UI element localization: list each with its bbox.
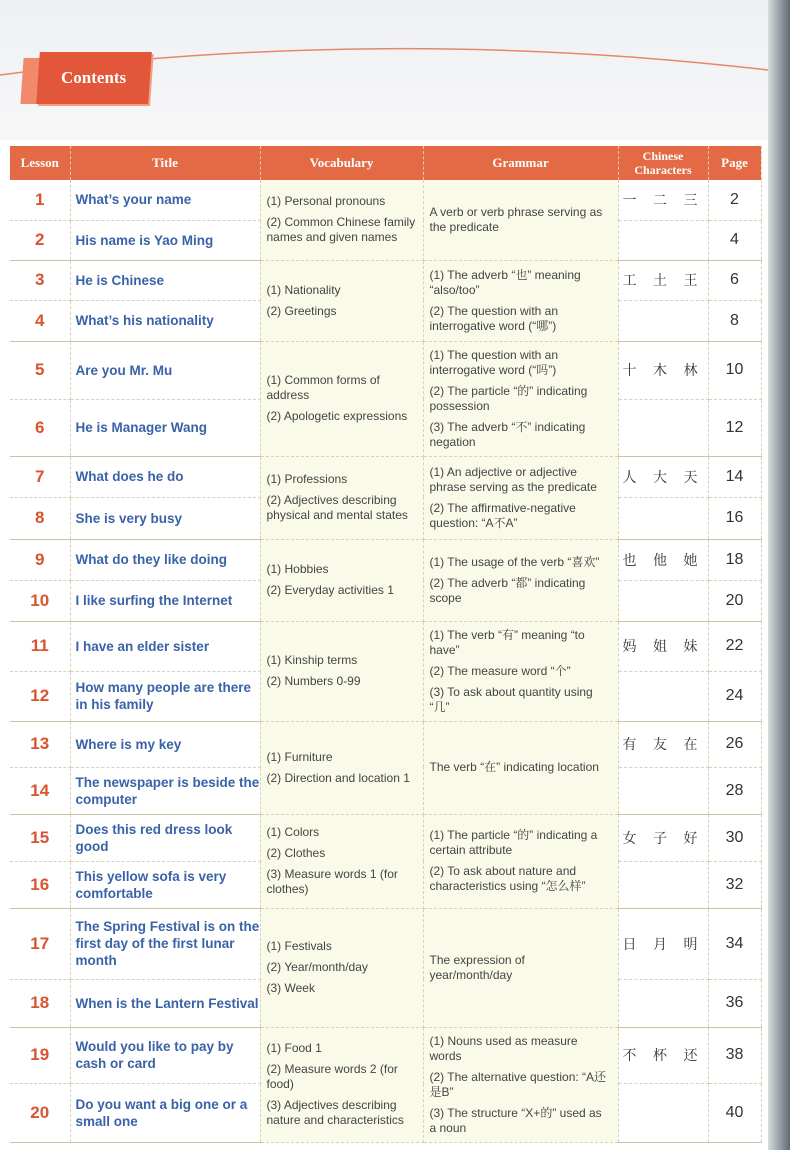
page-number: 28 <box>708 767 761 814</box>
chinese-characters <box>618 497 708 539</box>
grammar-cell <box>423 908 618 1027</box>
grammar-item: (1) The particle “的” indicating a certain attribute <box>429 828 598 857</box>
table-row <box>10 456 761 497</box>
chinese-characters <box>618 1084 708 1142</box>
vocabulary-item: (2) Year/month/day <box>266 960 368 974</box>
lesson-number: 8 <box>10 497 70 539</box>
table-row <box>10 908 761 979</box>
chinese-characters: 人 大 天 <box>618 456 708 497</box>
chinese-characters: 一 二 三 <box>618 180 708 220</box>
lesson-number: 18 <box>10 979 70 1027</box>
lesson-title: Would you like to pay by cash or card <box>70 1027 260 1084</box>
grammar-item: (3) The structure “X+的” used as a noun <box>429 1105 602 1135</box>
grammar-item: (1) The adverb “也” meaning “also/too” <box>429 267 581 297</box>
chinese-characters <box>618 580 708 621</box>
grammar-item: (2) The question with an interrogative word (“哪”) <box>429 303 559 333</box>
page-number: 38 <box>708 1027 761 1084</box>
page-number: 6 <box>708 260 761 300</box>
grammar-item: The verb “在” indicating location <box>429 760 599 774</box>
grammar-item: (2) The particle “的” indicating possession <box>429 383 588 413</box>
chinese-characters: 日 月 明 <box>618 908 708 979</box>
chinese-characters: 不 杯 还 <box>618 1027 708 1084</box>
page-number: 10 <box>708 341 761 399</box>
table-row <box>10 260 761 300</box>
lesson-title: This yellow sofa is very comfortable <box>70 861 260 908</box>
vocabulary-item: (3) Measure words 1 (for clothes) <box>266 867 398 896</box>
lesson-number: 19 <box>10 1027 70 1084</box>
col-lesson: Lesson <box>10 146 70 180</box>
lesson-number: 4 <box>10 300 70 341</box>
grammar-item: (1) Nouns used as measure words <box>429 1033 578 1063</box>
page-number: 22 <box>708 621 761 672</box>
page-number: 40 <box>708 1084 761 1142</box>
vocabulary-item: (2) Adjectives describing physical and mental states <box>266 493 408 522</box>
lesson-title: He is Manager Wang <box>70 399 260 456</box>
chinese-characters <box>618 399 708 456</box>
vocabulary-cell <box>260 908 423 1027</box>
chinese-characters: 女 子 好 <box>618 814 708 861</box>
lesson-number: 16 <box>10 861 70 908</box>
chinese-characters <box>618 672 708 721</box>
lesson-title: The newspaper is beside the computer <box>70 767 260 814</box>
lesson-title: I have an elder sister <box>70 621 260 672</box>
page-number: 24 <box>708 672 761 721</box>
lesson-number: 11 <box>10 621 70 672</box>
grammar-item: (1) The question with an interrogative word (“吗”) <box>429 347 559 377</box>
lesson-title: Do you want a big one or a small one <box>70 1084 260 1142</box>
lesson-title: What’s your name <box>70 180 260 220</box>
lesson-title: When is the Lantern Festival <box>70 979 260 1027</box>
table-row <box>10 721 761 767</box>
vocabulary-item: (1) Personal pronouns <box>266 194 386 209</box>
chinese-characters <box>618 300 708 341</box>
vocabulary-item: (2) Numbers 0-99 <box>266 674 361 688</box>
lesson-number: 12 <box>10 672 70 721</box>
grammar-item: (3) To ask about quantity using “几” <box>429 684 593 714</box>
grammar-item: (1) The usage of the verb “喜欢” <box>429 554 600 569</box>
grammar-cell <box>423 341 618 456</box>
contents-tag <box>36 52 152 104</box>
lesson-title: How many people are there in his family <box>70 672 260 721</box>
lesson-title: I like surfing the Internet <box>70 580 260 621</box>
book-spine <box>768 0 790 1150</box>
grammar-item: (3) The adverb “不” indicating negation <box>429 419 586 449</box>
lesson-number: 20 <box>10 1084 70 1142</box>
vocabulary-item: (1) Kinship terms <box>266 653 358 667</box>
page-number: 32 <box>708 861 761 908</box>
page-number: 18 <box>708 539 761 580</box>
lesson-number: 14 <box>10 767 70 814</box>
vocabulary-cell <box>260 814 423 908</box>
col-grammar: Grammar <box>423 146 618 180</box>
grammar-cell <box>423 1027 618 1142</box>
grammar-item: (1) The verb “有” meaning “to have” <box>429 627 585 657</box>
vocabulary-item: (2) Apologetic expressions <box>266 409 408 423</box>
vocabulary-cell <box>260 539 423 621</box>
vocabulary-cell <box>260 260 423 341</box>
chinese-characters <box>618 220 708 260</box>
lesson-title: Where is my key <box>70 721 260 767</box>
grammar-cell <box>423 180 618 260</box>
lesson-title: What does he do <box>70 456 260 497</box>
lesson-number: 6 <box>10 399 70 456</box>
lesson-number: 7 <box>10 456 70 497</box>
lesson-title: What’s his nationality <box>70 300 260 341</box>
grammar-cell <box>423 539 618 621</box>
lesson-number: 15 <box>10 814 70 861</box>
vocabulary-item: (2) Common Chinese family names and given names <box>266 215 416 245</box>
vocabulary-item: (3) Week <box>266 981 315 995</box>
contents-label: Contents <box>61 68 127 87</box>
table-row <box>10 1027 761 1084</box>
page-number: 16 <box>708 497 761 539</box>
grammar-cell <box>423 814 618 908</box>
table-row <box>10 341 761 399</box>
lesson-title: What do they like doing <box>70 539 260 580</box>
table-row <box>10 621 761 672</box>
lesson-number: 1 <box>10 180 70 220</box>
vocabulary-item: (1) Furniture <box>266 749 333 764</box>
chinese-characters: 有 友 在 <box>618 721 708 767</box>
vocabulary-item: (1) Hobbies <box>266 562 329 576</box>
vocabulary-cell <box>260 1027 423 1142</box>
vocabulary-cell <box>260 456 423 539</box>
vocabulary-item: (1) Professions <box>266 472 348 486</box>
lesson-number: 2 <box>10 220 70 260</box>
vocabulary-cell <box>260 180 423 260</box>
lesson-title: He is Chinese <box>70 260 260 300</box>
vocabulary-item: (2) Everyday activities 1 <box>266 583 394 597</box>
vocabulary-item: (1) Nationality <box>266 282 341 297</box>
chinese-characters: 妈 姐 妹 <box>618 621 708 672</box>
page-number: 30 <box>708 814 761 861</box>
lesson-title: The Spring Festival is on the first day of the first lunar month <box>70 908 260 979</box>
chinese-characters <box>618 861 708 908</box>
grammar-item: (1) An adjective or adjective phrase serving as the predicate <box>429 464 597 494</box>
lesson-number: 17 <box>10 908 70 979</box>
page-number: 2 <box>708 180 761 220</box>
grammar-item: (2) The adverb “都” indicating scope <box>429 575 586 605</box>
grammar-cell <box>423 456 618 539</box>
page-number: 36 <box>708 979 761 1027</box>
vocabulary-item: (1) Common forms of address <box>266 373 380 402</box>
table-row <box>10 539 761 580</box>
lesson-title: Does this red dress look good <box>70 814 260 861</box>
grammar-cell <box>423 721 618 814</box>
contents-table <box>10 146 762 1143</box>
page-number: 12 <box>708 399 761 456</box>
lesson-number: 10 <box>10 580 70 621</box>
vocabulary-item: (2) Greetings <box>266 303 337 318</box>
vocabulary-item: (1) Festivals <box>266 939 332 953</box>
vocabulary-item: (2) Measure words 2 (for food) <box>266 1062 398 1091</box>
chinese-characters: 工 土 王 <box>618 260 708 300</box>
table-header <box>10 146 761 180</box>
vocabulary-item: (2) Direction and location 1 <box>266 770 410 785</box>
page-number: 4 <box>708 220 761 260</box>
chinese-characters <box>618 979 708 1027</box>
grammar-item: (2) To ask about nature and characteristics using “怎么样” <box>429 864 586 893</box>
col-vocabulary: Vocabulary <box>260 146 423 180</box>
table-row <box>10 814 761 861</box>
vocabulary-item: (2) Clothes <box>266 846 326 860</box>
col-chinese-characters: Chinese Characters <box>618 146 708 180</box>
grammar-cell <box>423 621 618 721</box>
grammar-item: (2) The measure word “个” <box>429 663 571 678</box>
page-number: 8 <box>708 300 761 341</box>
vocabulary-cell <box>260 341 423 456</box>
chinese-characters: 十 木 林 <box>618 341 708 399</box>
lesson-title: She is very busy <box>70 497 260 539</box>
col-page: Page <box>708 146 761 180</box>
grammar-item: The expression of year/month/day <box>429 952 525 982</box>
page-number: 14 <box>708 456 761 497</box>
table-row <box>10 180 761 220</box>
page-number: 34 <box>708 908 761 979</box>
vocabulary-item: (1) Food 1 <box>266 1041 322 1055</box>
grammar-item: (2) The affirmative-negative question: “A不A” <box>429 500 576 530</box>
lesson-number: 9 <box>10 539 70 580</box>
vocabulary-cell <box>260 721 423 814</box>
lesson-number: 5 <box>10 341 70 399</box>
lesson-number: 3 <box>10 260 70 300</box>
lesson-title: Are you Mr. Mu <box>70 341 260 399</box>
chinese-characters <box>618 767 708 814</box>
vocabulary-cell <box>260 621 423 721</box>
vocabulary-item: (3) Adjectives describing nature and characteristics <box>266 1098 404 1127</box>
grammar-item: A verb or verb phrase serving as the predicate <box>429 204 603 234</box>
page-number: 20 <box>708 580 761 621</box>
lesson-number: 13 <box>10 721 70 767</box>
grammar-cell <box>423 260 618 341</box>
lesson-title: His name is Yao Ming <box>70 220 260 260</box>
page-number: 26 <box>708 721 761 767</box>
chinese-characters: 也 他 她 <box>618 539 708 580</box>
vocabulary-item: (1) Colors <box>266 825 320 839</box>
grammar-item: (2) The alternative question: “A还是B” <box>429 1069 607 1099</box>
col-title: Title <box>70 146 260 180</box>
